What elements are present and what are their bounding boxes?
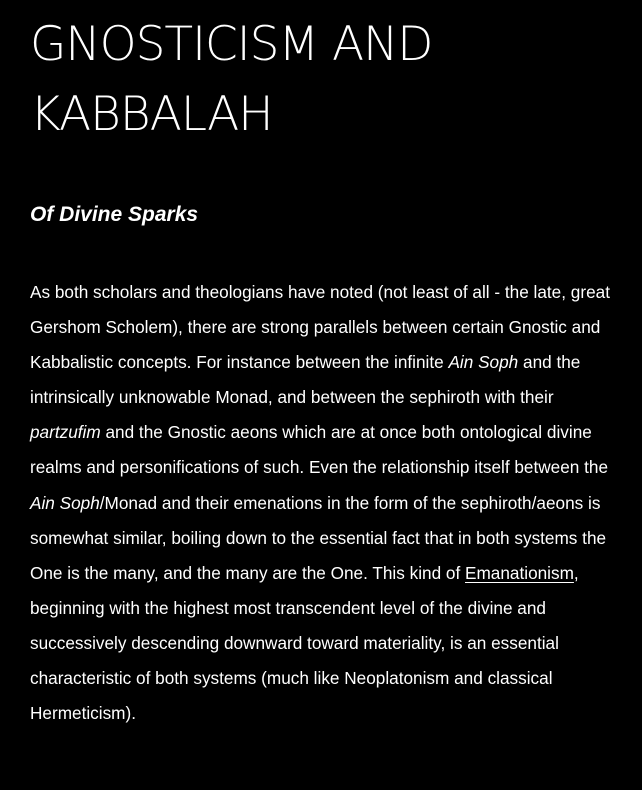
paragraph-text-3: and the Gnostic aeons which are at once both ontological divine realms and personifications of such. Even the relationship itself between the (30, 422, 609, 478)
paragraph-text-1: As both scholars and theologians have noted (not least of all - the late, great Gershom Scholem), there are strong parallels between certain Gnostic and Kabbalistic concepts. For instance between the infinite (30, 282, 610, 373)
partzufim-term: partzufim (30, 422, 101, 443)
paragraph-text-4: /Monad and their emenations in the form of the sephiroth/aeons is somewhat similar, boiling down to the essential fact that in both systems the One is the many, and the many are the One. This kind of (30, 492, 607, 583)
paragraph-text-5: , beginning with the highest most transcendent level of the divine and successively descending downward toward materiality, is an essential characteristic of both systems (much like Neoplatonism and classical Hermeticism). (30, 562, 579, 724)
body-paragraph (30, 275, 620, 731)
page-title: GNOSTICISM AND KABBALAH (30, 17, 433, 142)
ain-soph-term: Ain Soph (448, 352, 519, 373)
ain-soph-term: Ain Soph (30, 492, 100, 513)
paragraph-text-2: and the intrinsically unknowable Monad, and between the sephiroth with their (30, 352, 581, 408)
emanationism-link[interactable]: Emanationism (465, 562, 574, 583)
page-subtitle: Of Divine Sparks (30, 203, 199, 226)
